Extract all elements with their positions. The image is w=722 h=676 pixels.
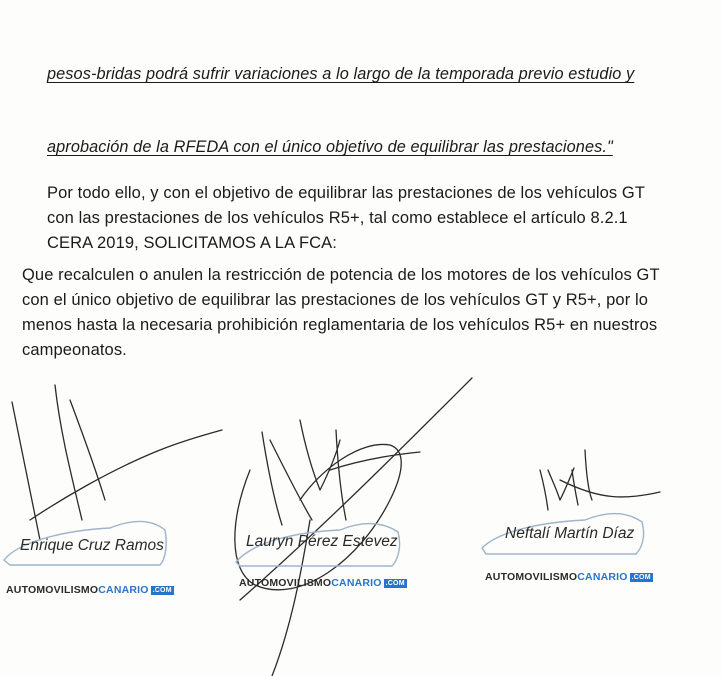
paragraph-2-line-1: Que recalculen o anulen la restricción de potencia de los motores de los vehículos GT [22,266,660,284]
signature-3-name: Neftalí Martín Díaz [505,525,635,542]
paragraph-1-line-2: con las prestaciones de los vehículos R5+, tal como establece el artículo 8.2.1 [47,209,628,227]
signature-2-mark [235,378,472,676]
watermark-2: AUTOMOVILISMOCANARIO .COM [239,577,405,589]
watermark-3: AUTOMOVILISMOCANARIO .COM [485,571,651,583]
paragraph-1-line-3: CERA 2019, SOLICITAMOS A LA FCA: [47,234,337,252]
paragraph-1-line-1: Por todo ello, y con el objetivo de equilibrar las prestaciones de los vehículos GT [47,184,646,202]
signature-1-name: Enrique Cruz Ramos [20,537,164,554]
watermark-1: AUTOMOVILISMOCANARIO .COM [6,584,172,596]
paragraph-2-line-4: campeonatos. [22,341,127,359]
paragraph-2-line-3: menos hasta la necesaria prohibición reglamentaria de los vehículos R5+ en nuestros [22,316,658,334]
signature-3-mark [540,450,660,510]
quote-line-2: aprobación de la RFEDA con el único objetivo de equilibrar las prestaciones." [47,138,613,156]
paragraph-2-line-2: con el único objetivo de equilibrar las prestaciones de los vehículos GT y R5+, por lo [22,291,649,309]
signature-1-mark [12,385,222,540]
quote-line-1: pesos-bridas podrá sufrir variaciones a lo largo de la temporada previo estudio y [47,65,635,83]
signature-2-name: Lauryn Pérez Estevez [246,533,398,550]
